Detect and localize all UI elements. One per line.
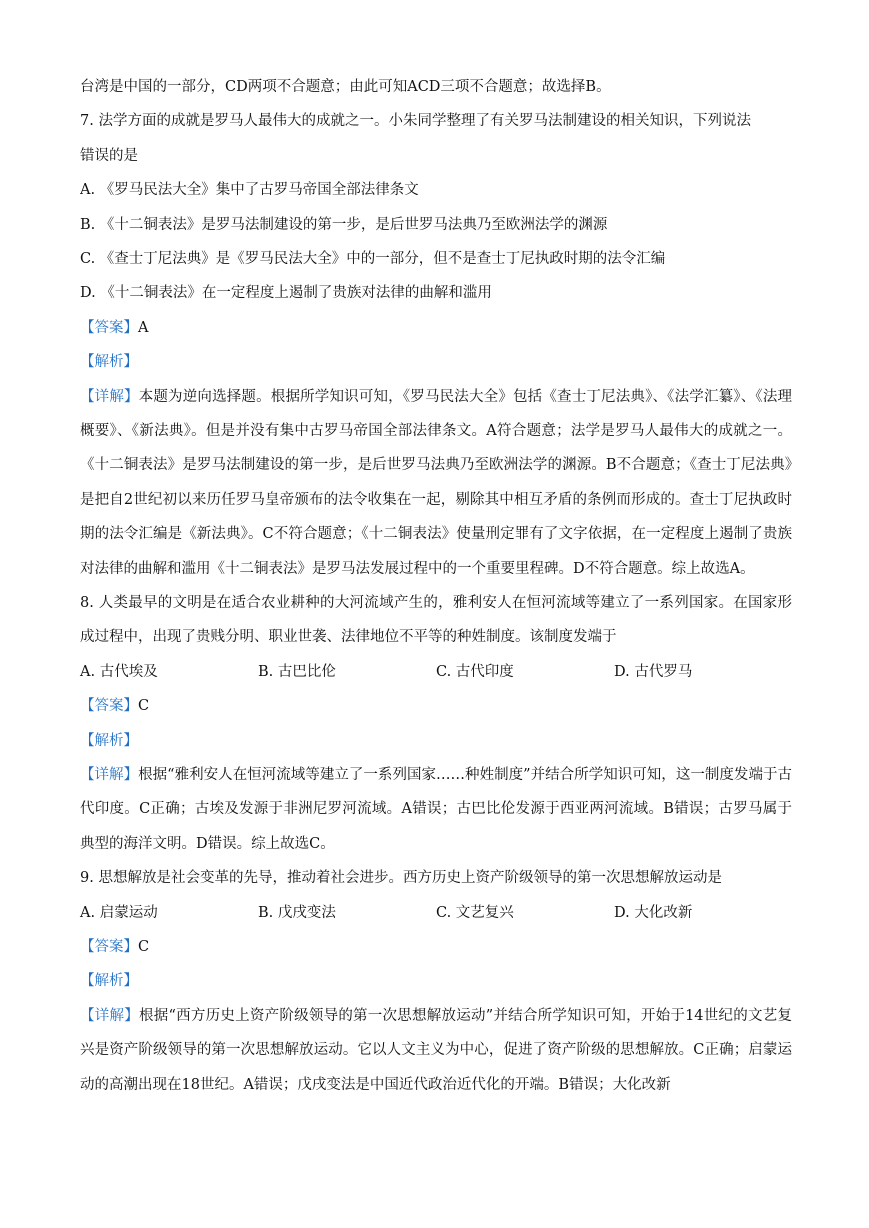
q8-answer [80, 689, 792, 723]
detail-tag: 【详解】 [80, 766, 139, 783]
detail-text: 根据“西方历史上资产阶级领导的第一次思想解放运动”并结合所学知识可知，开始于14世纪的文艺复兴是资产阶级领导的第一次思想解放运动。它以人文主义为中心，促进了资产阶级的思想解放。C正确；启蒙运动的高潮出现在18世纪。A错误；戊戌变法是中国近代政治近代化的开端。B错误；大化改新 [80, 1007, 792, 1093]
q8-analysis [80, 724, 792, 758]
detail-text: 根据“雅利安人在恒河流域等建立了一系列国家……种姓制度”并结合所学知识可知，这一制度发端于古代印度。C正确；古埃及发源于非洲尼罗河流域。A错误；古巴比伦发源于西亚两河流域。B错误；古罗马属于典型的海洋文明。D错误。综上故选C。 [80, 766, 793, 852]
q7-option-d: D. 《十二铜表法》在一定程度上遏制了贵族对法律的曲解和滥用 [80, 285, 492, 302]
answer-value: A [138, 319, 149, 336]
answer-value: C [138, 938, 150, 955]
q9-stem: 9. 思想解放是社会变革的先导，推动着社会进步。西方历史上资产阶级领导的第一次思想解放运动是 [80, 870, 722, 887]
q8-option-c: C. 古代印度 [436, 663, 514, 680]
q7-detail [80, 380, 792, 586]
q8-stem: 8. 人类最早的文明是在适合农业耕种的大河流域产生的，雅利安人在恒河流域等建立了一系列国家。在国家形成过程中，出现了贵贱分明、职业世袭、法律地位不平等的种姓制度。该制度发端于 [80, 594, 792, 646]
intro-line: 台湾是中国的一部分，CD两项不合题意；由此可知ACD三项不合题意；故选择B。 [80, 79, 611, 95]
answer-tag: 【答案】 [80, 698, 138, 715]
q9-detail [80, 999, 792, 1102]
q7-stem-line-1: 7. 法学方面的成就是罗马人最伟大的成就之一。小朱同学整理了有关罗马法制建设的相关知识，下列说法 [80, 113, 751, 130]
q9-option-b: B. 戊戌变法 [258, 904, 336, 921]
q9-option-a: A. 启蒙运动 [80, 904, 158, 921]
q7-answer [80, 311, 792, 345]
q7-option-a: A. 《罗马民法大全》集中了古罗马帝国全部法律条文 [80, 182, 419, 199]
q8-options [80, 655, 792, 689]
q9-answer [80, 930, 792, 964]
q7-stem-line-2: 错误的是 [80, 147, 138, 164]
q8-detail [80, 758, 792, 861]
q9-analysis [80, 964, 792, 998]
analysis-tag: 【解析】 [80, 354, 138, 371]
answer-value: C [138, 698, 150, 715]
q7-analysis [80, 345, 792, 379]
document-page [80, 70, 792, 1102]
q9-options [80, 896, 792, 930]
q7-option-c: C. 《查士丁尼法典》是《罗马民法大全》中的一部分，但不是查士丁尼执政时期的法令汇编 [80, 250, 666, 267]
q9-option-c: C. 文艺复兴 [436, 904, 514, 921]
detail-text: 本题为逆向选择题。根据所学知识可知，《罗马民法大全》包括《查士丁尼法典》、《法学汇纂》、《法理概要》、《新法典》。但是并没有集中古罗马帝国全部法律条文。A符合题意；法学是罗马人最伟大的成就之一。《十二铜表法》是罗马法制建设的第一步，是后世罗马法典乃至欧洲法学的渊源。B不合题意；《查士丁尼法典》是把自2世纪初以来历任罗马皇帝颁布的法令收集在一起，剔除其中相互矛盾的条例而形成的。查士丁尼执政时期的法令汇编是《新法典》。C不符合题意；《十二铜表法》使量刑定罪有了文字依据，在一定程度上遏制了贵族对法律的曲解和滥用《十二铜表法》是罗马法发展过程中的一个重要里程碑。D不符合题意。综上故选A。 [80, 388, 792, 577]
q8-option-b: B. 古巴比伦 [258, 663, 336, 680]
q7-option-b: B. 《十二铜表法》是罗马法制建设的第一步，是后世罗马法典乃至欧洲法学的渊源 [80, 216, 608, 233]
analysis-tag: 【解析】 [80, 973, 138, 990]
q8-option-a: A. 古代埃及 [80, 663, 158, 680]
analysis-tag: 【解析】 [80, 732, 138, 749]
answer-tag: 【答案】 [80, 938, 138, 955]
answer-tag: 【答案】 [80, 319, 138, 336]
q9-option-d: D. 大化改新 [614, 904, 693, 921]
detail-tag: 【详解】 [80, 388, 139, 405]
detail-tag: 【详解】 [80, 1007, 139, 1024]
q8-option-d: D. 古代罗马 [614, 663, 693, 680]
